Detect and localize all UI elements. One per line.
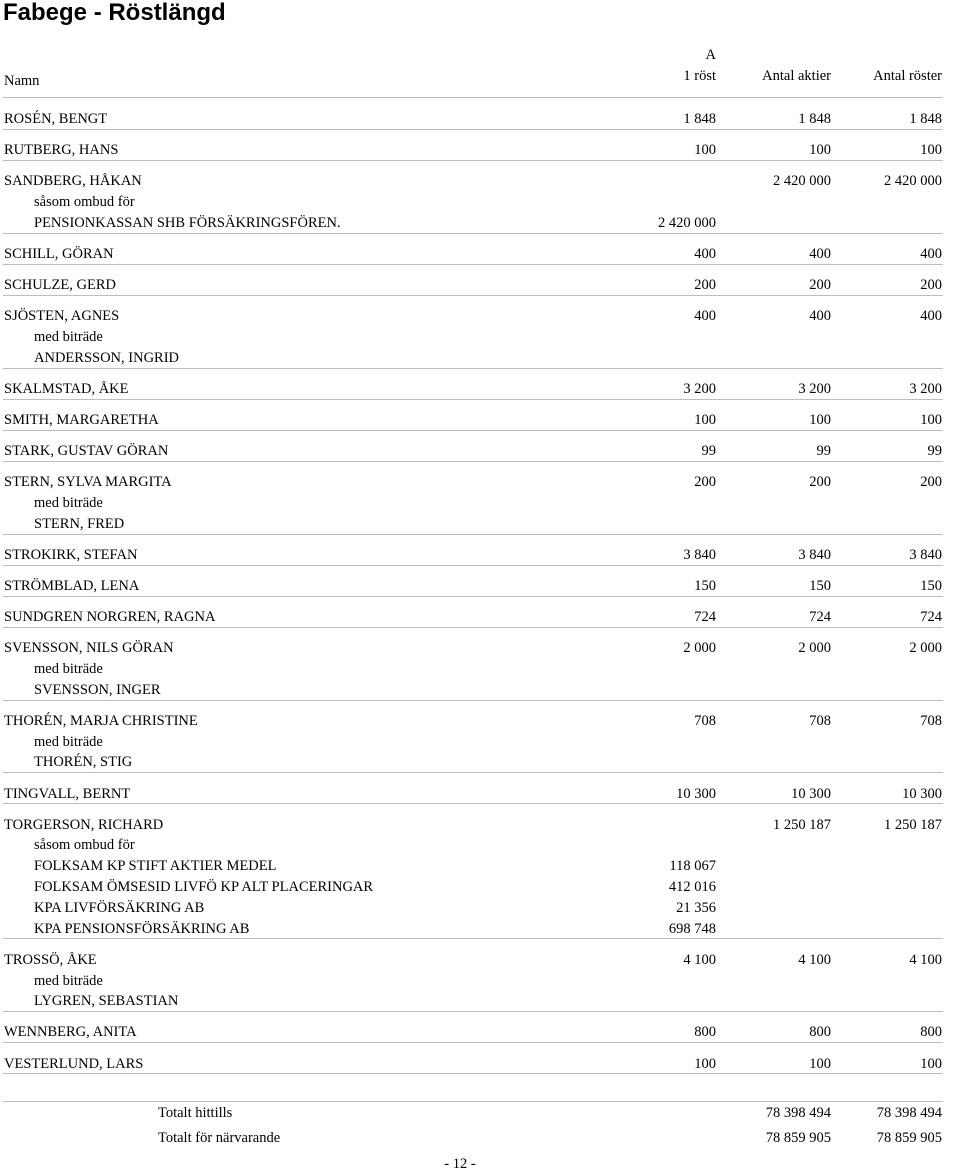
votes-value: 3 200 [909, 380, 942, 397]
shares-value: 100 [809, 142, 831, 159]
voter-name: SKALMSTAD, ÅKE [4, 380, 129, 397]
row-divider [3, 700, 943, 701]
a-votes-value: 2 000 [683, 640, 716, 657]
row-divider [3, 803, 943, 804]
voter-detail: LYGREN, SEBASTIAN [34, 993, 179, 1010]
shares-value: 400 [809, 308, 831, 325]
voter-name: STARK, GUSTAV GÖRAN [4, 443, 169, 459]
totals-label: Totalt för närvarande [158, 1130, 281, 1146]
page-number: - 12 - [444, 1156, 476, 1172]
voter-detail: såsom ombud för [34, 837, 135, 854]
shares-value: 400 [809, 245, 831, 262]
row-divider [3, 1011, 943, 1012]
votes-value: 200 [920, 277, 942, 293]
votes-value: 100 [920, 142, 942, 159]
page-title: Fabege - Röstlängd [3, 0, 226, 26]
votes-value: 400 [920, 245, 942, 262]
a-votes-value: 21 356 [676, 899, 716, 916]
votes-value: 100 [920, 411, 942, 428]
shares-value: 99 [816, 443, 831, 459]
row-divider [3, 295, 943, 296]
row-divider [3, 264, 943, 265]
a-votes-value: 200 [694, 277, 716, 293]
row-divider [3, 596, 943, 597]
voter-name: SJÖSTEN, AGNES [4, 308, 120, 325]
shares-value: 2 000 [798, 640, 831, 657]
totals-shares: 78 398 494 [765, 1105, 831, 1121]
votes-value: 1 250 187 [884, 816, 942, 833]
voter-detail: med biträde [34, 733, 103, 750]
shares-value: 1 848 [798, 111, 831, 127]
a-votes-value: 800 [694, 1024, 716, 1041]
voter-detail: STERN, FRED [34, 515, 125, 532]
a-votes-value: 698 748 [668, 920, 716, 937]
voter-detail: FOLKSAM KP STIFT AKTIER MEDEL [34, 858, 277, 875]
voter-name: SUNDGREN NORGREN, RAGNA [4, 609, 216, 625]
voter-name: THORÉN, MARJA CHRISTINE [4, 712, 198, 729]
totals-votes: 78 859 905 [876, 1130, 942, 1146]
shares-value: 100 [809, 411, 831, 428]
a-votes-value: 100 [694, 411, 716, 428]
votes-value: 1 848 [909, 111, 942, 127]
a-votes-value: 412 016 [668, 879, 716, 895]
voter-name: SANDBERG, HÅKAN [4, 173, 142, 190]
shares-value: 2 420 000 [773, 173, 831, 190]
voter-detail: THORÉN, STIG [34, 754, 133, 771]
totals-rule [3, 1101, 943, 1102]
a-votes-value: 118 067 [669, 858, 716, 875]
row-divider [3, 129, 943, 130]
a-votes-value: 3 840 [683, 546, 716, 563]
voter-name: WENNBERG, ANITA [4, 1024, 137, 1041]
voter-name: TINGVALL, BERNT [4, 785, 131, 802]
shares-value: 4 100 [798, 951, 831, 968]
shares-value: 150 [809, 577, 831, 594]
voter-detail: KPA LIVFÖRSÄKRING AB [34, 899, 205, 916]
shares-value: 3 200 [798, 380, 831, 397]
a-votes-value: 100 [694, 142, 716, 159]
shares-value: 200 [809, 474, 831, 491]
a-votes-value: 100 [694, 1055, 716, 1072]
a-votes-value: 10 300 [676, 785, 716, 802]
voter-name: SMITH, MARGARETHA [4, 411, 159, 428]
voter-name: STRÖMBLAD, LENA [4, 577, 140, 594]
a-votes-value: 2 420 000 [658, 214, 716, 231]
a-votes-value: 400 [694, 245, 716, 262]
votes-value: 708 [920, 712, 942, 729]
totals-label: Totalt hittills [158, 1105, 233, 1121]
voter-detail: med biträde [34, 328, 103, 345]
totals-row [0, 1129, 960, 1147]
voter-name: STERN, SYLVA MARGITA [4, 474, 172, 491]
voter-name: SCHILL, GÖRAN [4, 245, 114, 262]
totals-shares: 78 859 905 [765, 1130, 831, 1146]
votes-value: 724 [920, 609, 942, 625]
header-rule [3, 97, 943, 98]
voter-detail: såsom ombud för [34, 194, 135, 210]
shares-value: 708 [809, 712, 831, 729]
shares-value: 10 300 [791, 785, 831, 802]
voter-name: RUTBERG, HANS [4, 142, 119, 159]
shares-value: 724 [809, 609, 831, 625]
shares-value: 800 [809, 1024, 831, 1041]
a-votes-value: 400 [694, 308, 716, 325]
shares-value: 3 840 [798, 546, 831, 563]
voter-name: STROKIRK, STEFAN [4, 546, 138, 563]
row-divider [3, 772, 943, 773]
row-divider [3, 1042, 943, 1043]
row-divider [3, 430, 943, 431]
votes-value: 400 [920, 308, 942, 325]
header-a-bottom: 1 röst [683, 68, 716, 84]
votes-value: 3 840 [909, 546, 942, 563]
row-divider [3, 461, 943, 462]
header-shares: Antal aktier [762, 68, 831, 84]
votes-value: 99 [927, 443, 942, 459]
row-divider [3, 938, 943, 939]
a-votes-value: 708 [694, 712, 716, 729]
voter-name: TROSSÖ, ÅKE [4, 951, 97, 968]
row-divider [3, 1073, 943, 1074]
header-name: Namn [4, 73, 40, 89]
votes-value: 100 [920, 1055, 942, 1072]
row-divider [3, 368, 943, 369]
shares-value: 100 [809, 1055, 831, 1072]
totals-votes: 78 398 494 [876, 1105, 942, 1121]
a-votes-value: 200 [694, 474, 716, 491]
voter-detail: med biträde [34, 972, 103, 989]
votes-value: 2 000 [909, 640, 942, 657]
shares-value: 200 [809, 277, 831, 293]
header-a-top: A [705, 47, 716, 63]
voter-detail: med biträde [34, 660, 103, 677]
votes-value: 4 100 [909, 951, 942, 968]
a-votes-value: 150 [694, 577, 716, 594]
voter-name: ROSÉN, BENGT [4, 111, 108, 127]
votes-value: 200 [920, 474, 942, 491]
voter-name: VESTERLUND, LARS [4, 1055, 144, 1072]
a-votes-value: 99 [701, 443, 716, 459]
voter-name: TORGERSON, RICHARD [4, 816, 164, 833]
a-votes-value: 724 [694, 609, 716, 625]
row-divider [3, 534, 943, 535]
header-votes: Antal röster [873, 68, 942, 84]
voter-detail: med biträde [34, 494, 103, 511]
votes-value: 800 [920, 1024, 942, 1041]
voter-detail: SVENSSON, INGER [34, 681, 161, 698]
voter-detail: PENSIONKASSAN SHB FÖRSÄKRINGSFÖREN. [34, 214, 341, 231]
a-votes-value: 1 848 [683, 111, 716, 127]
row-divider [3, 627, 943, 628]
a-votes-value: 3 200 [683, 380, 716, 397]
voter-name: SVENSSON, NILS GÖRAN [4, 640, 174, 657]
voter-detail: KPA PENSIONSFÖRSÄKRING AB [34, 920, 250, 937]
totals-row [0, 1104, 960, 1122]
shares-value: 1 250 187 [773, 816, 831, 833]
row-divider [3, 160, 943, 161]
votes-value: 10 300 [902, 785, 942, 802]
voter-detail: ANDERSSON, INGRID [34, 349, 180, 366]
row-divider [3, 565, 943, 566]
votes-value: 150 [920, 577, 942, 594]
row-divider [3, 233, 943, 234]
a-votes-value: 4 100 [683, 951, 716, 968]
voter-detail: FOLKSAM ÖMSESID LIVFÖ KP ALT PLACERINGAR [34, 879, 374, 895]
votes-value: 2 420 000 [884, 173, 942, 190]
voter-name: SCHULZE, GERD [4, 277, 116, 293]
row-divider [3, 399, 943, 400]
